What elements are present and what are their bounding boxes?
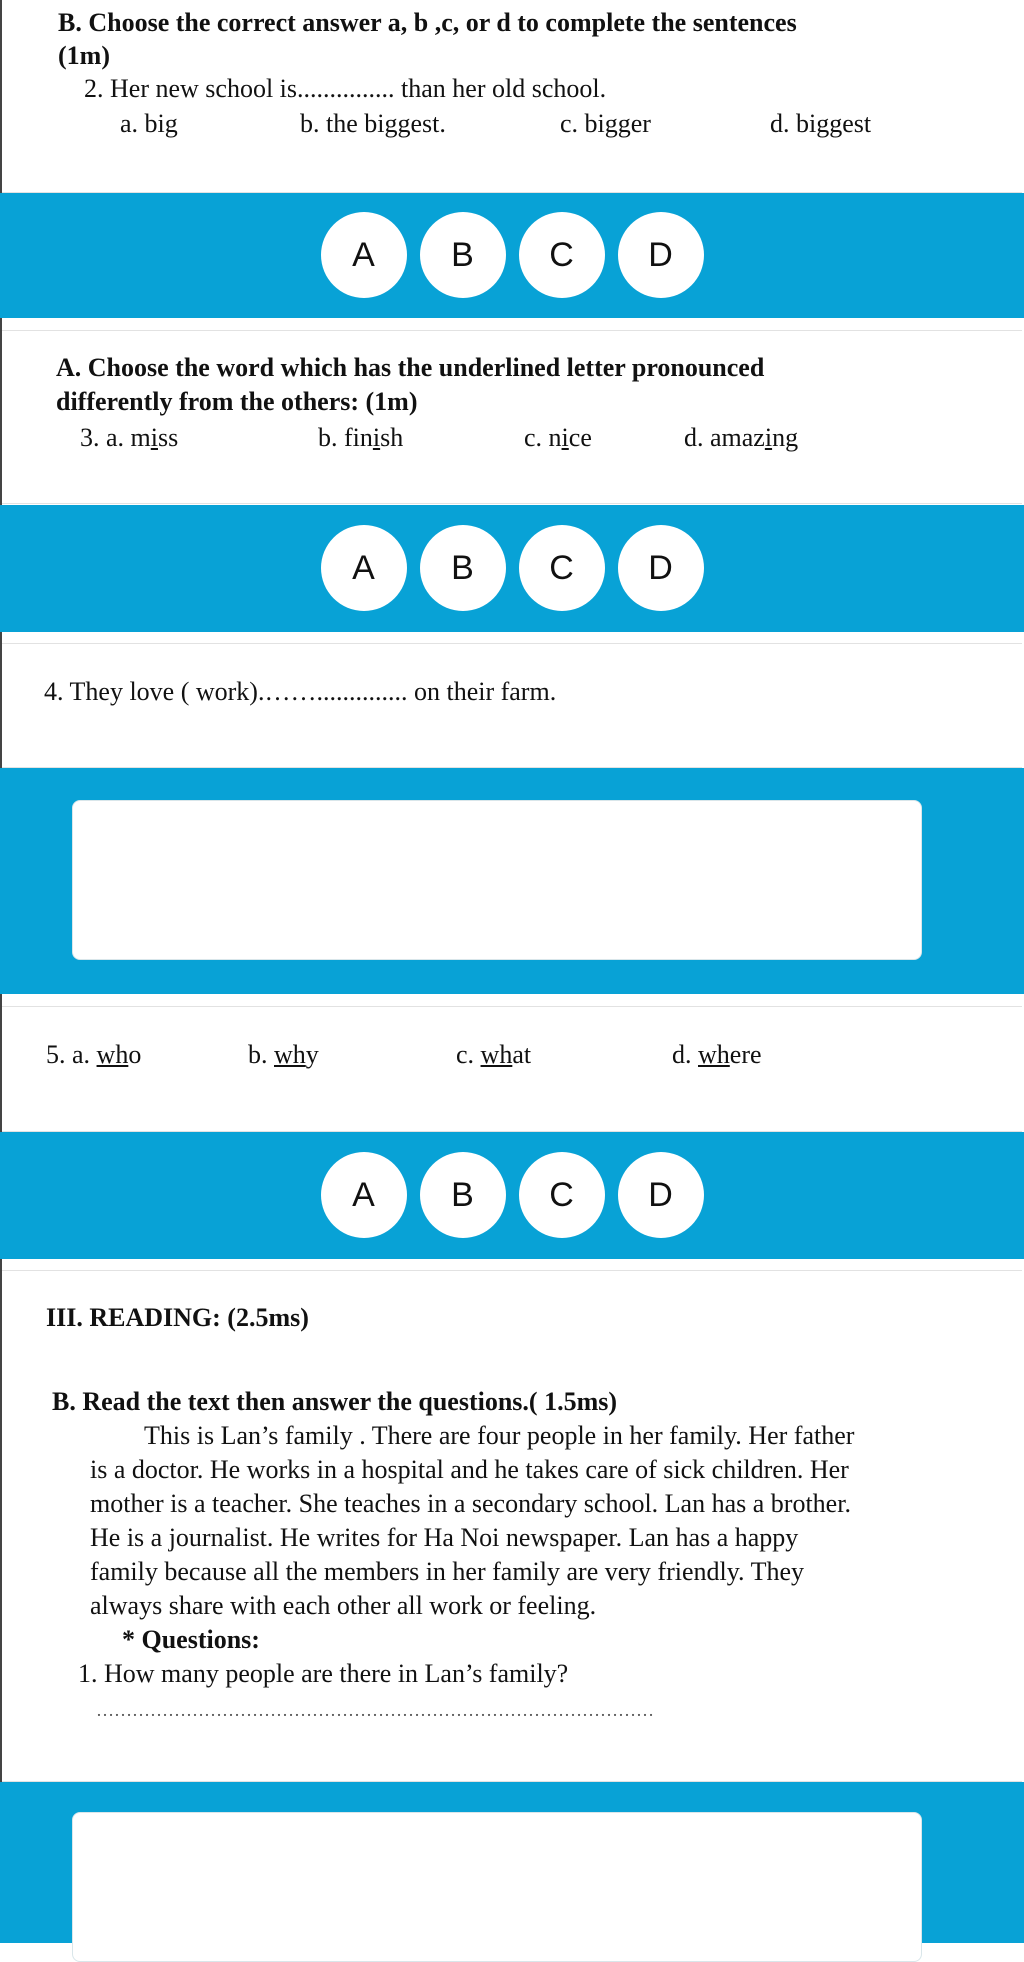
choice-a-button[interactable]: A [321, 525, 407, 611]
answer-band-q3 [0, 505, 1024, 632]
q5-option-a-prefix: 5. a. [46, 1040, 97, 1069]
answer-band-q4 [0, 768, 1024, 994]
q5-option-a-suffix: o [128, 1040, 142, 1069]
q3-option-d-underlined: i [764, 423, 773, 452]
q3-heading-line2: differently from the others: (1m) [56, 387, 418, 416]
q4-answer-input[interactable] [72, 800, 922, 960]
q3-option-c-underlined: i [561, 423, 569, 452]
reading-question-1: 1. How many people are there in Lan’s family? [78, 1659, 569, 1688]
q3-option-b [318, 423, 403, 453]
q3-option-b-prefix: b. fin [318, 423, 373, 452]
question-4-card [2, 643, 1022, 768]
q2-option-c: c. bigger [560, 109, 651, 138]
q5-option-c-prefix: c. [456, 1040, 481, 1069]
q5-option-b-underlined: wh [274, 1040, 306, 1069]
q5-option-a [46, 1040, 141, 1070]
choice-row-q5 [0, 1152, 1024, 1238]
q3-option-c [524, 423, 592, 453]
reading-subheading: B. Read the text then answer the questions.( 1.5ms) [52, 1387, 618, 1416]
q2-heading-line2: (1m) [58, 41, 110, 70]
answer-band-reading-q1 [0, 1782, 1024, 1943]
q2-option-b: b. the biggest. [300, 109, 446, 138]
q3-option-c-suffix: ce [568, 423, 592, 452]
choice-a-button[interactable]: A [321, 212, 407, 298]
choice-d-button[interactable]: D [618, 525, 704, 611]
q2-option-a: a. big [120, 109, 178, 138]
q2-sentence: 2. Her new school is............... than her old school. [84, 74, 607, 103]
choice-b-button[interactable]: B [420, 1152, 506, 1238]
q2-option-d: d. biggest [770, 109, 872, 138]
q5-option-d-suffix: ere [729, 1040, 762, 1069]
reading-q1-answer-input[interactable] [72, 1812, 922, 1962]
q3-heading-line1: A. Choose the word which has the underlined letter pronounced [56, 353, 765, 382]
choice-c-button[interactable]: C [519, 525, 605, 611]
q3-option-a-underlined: i [150, 423, 158, 452]
q3-option-a-suffix: ss [158, 423, 179, 452]
choice-b-button[interactable]: B [420, 212, 506, 298]
reading-card [2, 1270, 1022, 1782]
reading-answer-line: ………………………………………………………………………………… [96, 1700, 654, 1720]
q3-option-a-prefix: 3. a. m [80, 423, 151, 452]
q4-sentence: 4. They love ( work).…….............. on their farm. [44, 677, 557, 706]
answer-band-q5 [0, 1132, 1024, 1259]
q5-option-c-suffix: at [512, 1040, 532, 1069]
q5-option-b-prefix: b. [248, 1040, 274, 1069]
q5-option-d [672, 1040, 762, 1070]
question-3-card [2, 330, 1022, 504]
choice-row-q2 [0, 212, 1024, 298]
q3-option-d-prefix: d. amaz [684, 423, 765, 452]
q3-option-b-suffix: sh [380, 423, 404, 452]
questions-label: * Questions: [122, 1625, 260, 1654]
q5-option-d-underlined: wh [698, 1040, 730, 1069]
choice-d-button[interactable]: D [618, 212, 704, 298]
question-5-card [2, 1006, 1022, 1132]
question-2-card [2, 0, 1022, 193]
q5-option-b [248, 1040, 319, 1070]
choice-c-button[interactable]: C [519, 1152, 605, 1238]
q5-option-b-suffix: y [305, 1040, 319, 1069]
passage-line-4: He is a journalist. He writes for Ha Noi newspaper. Lan has a happy [90, 1523, 799, 1552]
passage-line-5: family because all the members in her family are very friendly. They [90, 1557, 804, 1586]
passage-line-2: is a doctor. He works in a hospital and he takes care of sick children. Her [90, 1455, 849, 1484]
choice-a-button[interactable]: A [321, 1152, 407, 1238]
q3-option-b-underlined: i [372, 423, 381, 452]
choice-row-q3 [0, 525, 1024, 611]
passage-line-6: always share with each other all work or feeling. [90, 1591, 597, 1620]
passage-line-1: This is Lan’s family . There are four people in her family. Her father [144, 1421, 855, 1450]
q3-option-c-prefix: c. n [524, 423, 562, 452]
q5-option-c [456, 1040, 531, 1070]
q5-option-a-underlined: wh [96, 1040, 129, 1069]
q2-heading-line1: B. Choose the correct answer a, b ,c, or d to complete the sentences [58, 8, 797, 37]
choice-d-button[interactable]: D [618, 1152, 704, 1238]
q3-option-d [684, 423, 798, 453]
q5-option-d-prefix: d. [672, 1040, 698, 1069]
q3-option-a [80, 423, 178, 453]
q3-option-d-suffix: ng [772, 423, 799, 452]
choice-b-button[interactable]: B [420, 525, 506, 611]
q5-option-c-underlined: wh [480, 1040, 513, 1069]
answer-band-q2 [0, 193, 1024, 318]
reading-title: III. READING: (2.5ms) [46, 1303, 309, 1332]
choice-c-button[interactable]: C [519, 212, 605, 298]
passage-line-3: mother is a teacher. She teaches in a secondary school. Lan has a brother. [90, 1489, 851, 1518]
